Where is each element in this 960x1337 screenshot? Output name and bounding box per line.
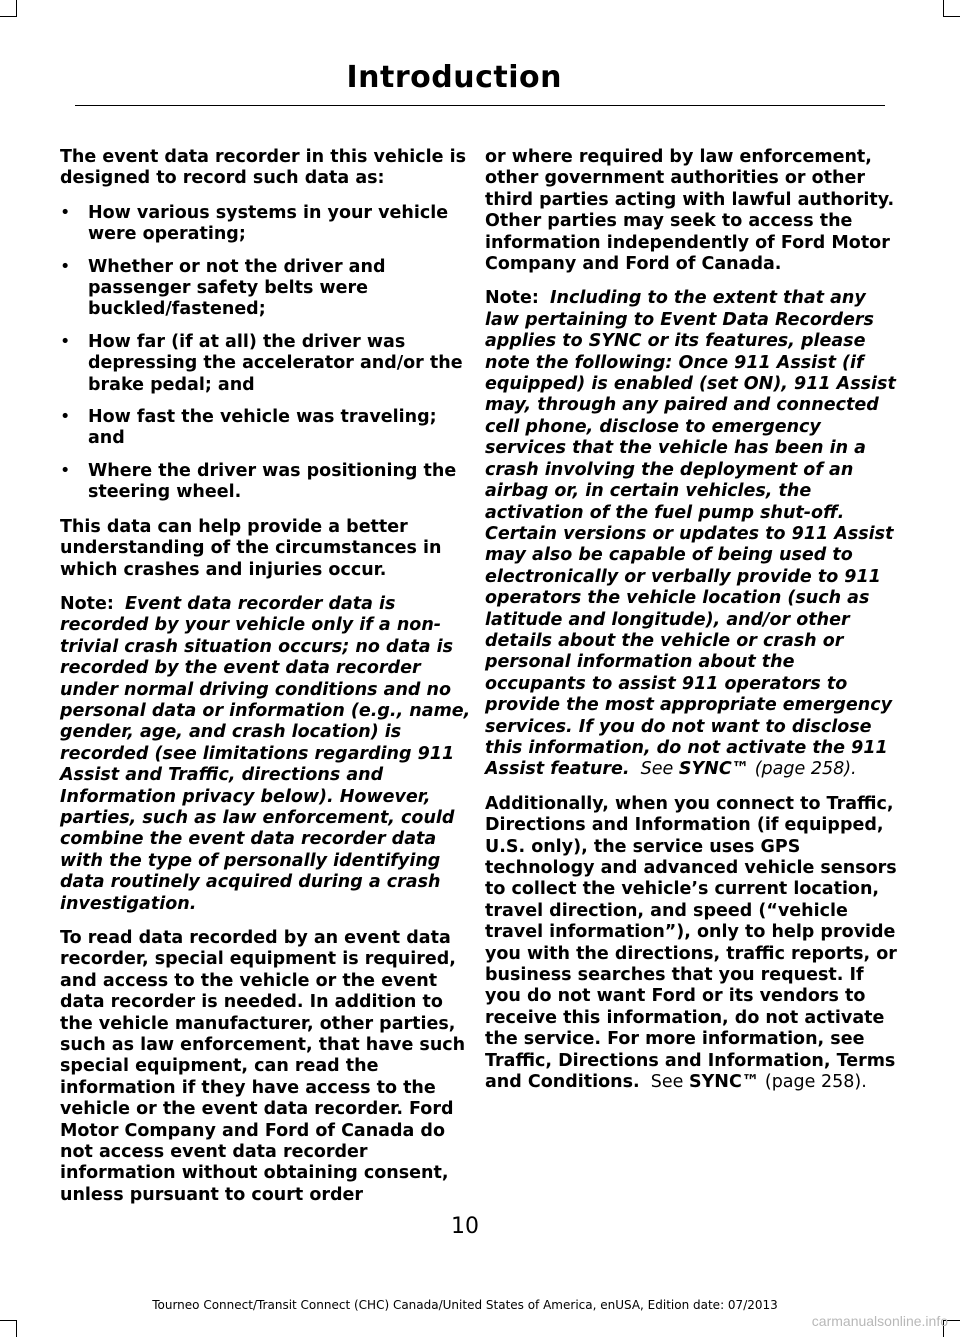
list-item: • Where the driver was positioning the steering wheel. (60, 461, 475, 504)
intro-paragraph: The event data recorder in this vehicle is designed to record such data as: (60, 147, 467, 189)
header-divider (75, 105, 885, 106)
crop-mark (943, 16, 960, 17)
page-reference: (page 258). (754, 759, 857, 780)
note-text: Including to the extent that any law pertaining to Event Data Recorders applies to SYNC or its features, please note the following: Once 911 Assist (if equipped) is enabled (set ON), 911 Assist may, through any paired and connected cell phone, disclose to emergency services that the vehicle has been in a crash involving the deployment of an airbag or, in certain vehicles, the activation of the fuel pump shut-off. Certain versions or updates to 911 Assist may also be capable of being used to electronically or verbally provide to 911 operators the vehicle location (such as latitude and longitude), and/or other details about the vehicle or crash or personal information about the occupants to assist 911 operators to provide the most appropriate emergency services. If you do not want to disclose this information, do not activate the 911 Assist feature. (485, 288, 896, 780)
list-item: • Whether or not the driver and passenger safety belts were buckled/fastened; (60, 257, 475, 321)
read-data-paragraph: To read data recorded by an event data recorder, special equipment is required, and access to the vehicle or the event data recorder is needed. In addition to the vehicle manufacturer, other parties, such as law enforcement, that have such special equipment, can read the information if they have access to the vehicle or the event data recorder. Ford Motor Company and Ford of Canada do not access event data recorder information without obtaining consent, unless pursuant to court order (60, 928, 466, 1205)
note-label: Note: (485, 288, 539, 309)
right-column (485, 147, 900, 1106)
see-text: See (640, 759, 674, 780)
recorded-data-list (60, 203, 475, 504)
traffic-paragraph (485, 794, 900, 1094)
crop-mark (0, 16, 17, 17)
crop-mark (0, 1320, 17, 1321)
page-number: 10 (451, 1214, 479, 1239)
page-title: Introduction (346, 60, 562, 95)
note-label: Note: (60, 593, 114, 614)
watermark: carmanualsonline.info (811, 1313, 948, 1329)
continued-paragraph: or where required by law enforcement, other government authorities or other third parties acting with lawful authority. Other parties may seek to access the information independently of Ford Motor Company and Ford of Canada. (485, 147, 895, 275)
help-paragraph: This data can help provide a better understanding of the circumstances in which crashes and injuries occur. (60, 516, 442, 580)
footer-edition: Tourneo Connect/Transit Connect (CHC) Canada/United States of America, enUSA, Edition date: 07/2013 (152, 1298, 778, 1312)
note-event-data (60, 594, 475, 915)
list-item: • How fast the vehicle was traveling; and (60, 407, 475, 450)
list-item: • How far (if at all) the driver was depressing the accelerator and/or the brake pedal; and (60, 332, 475, 396)
crop-mark (943, 0, 944, 17)
sync-reference-link[interactable]: SYNC™ (689, 1072, 760, 1093)
see-text: See (650, 1072, 684, 1093)
crop-mark (16, 0, 17, 17)
left-column (60, 147, 475, 1219)
note-text: Event data recorder data is recorded by your vehicle only if a non-trivial crash situation occurs; no data is recorded by the event data recorder under normal driving conditions and no personal data or information (e.g., name, gender, age, and crash location) is recorded (see limitations regarding 911 Assist and Traffic, directions and Information privacy below). However, parties, such as law enforcement, could combine the event data recorder data with the type of personally identifying data routinely acquired during a crash investigation. (60, 593, 471, 914)
page-reference: (page 258). (764, 1072, 867, 1093)
sync-reference-link[interactable]: SYNC™ (678, 759, 750, 780)
note-sync (485, 288, 900, 780)
crop-mark (16, 1320, 17, 1337)
list-item: • How various systems in your vehicle were operating; (60, 203, 475, 246)
traffic-text: Additionally, when you connect to Traffic, Directions and Information (if equipped, U.S. only), the service uses GPS technology and advanced vehicle sensors to collect the vehicle’s current location, travel direction, and speed (“vehicle travel information”), only to help provide you with the directions, traffic reports, or business searches that you request. If you do not want Ford or its vendors to receive this information, do not activate the service. For more information, see Traffic, Directions and Information, Terms and Conditions. (485, 793, 897, 1093)
